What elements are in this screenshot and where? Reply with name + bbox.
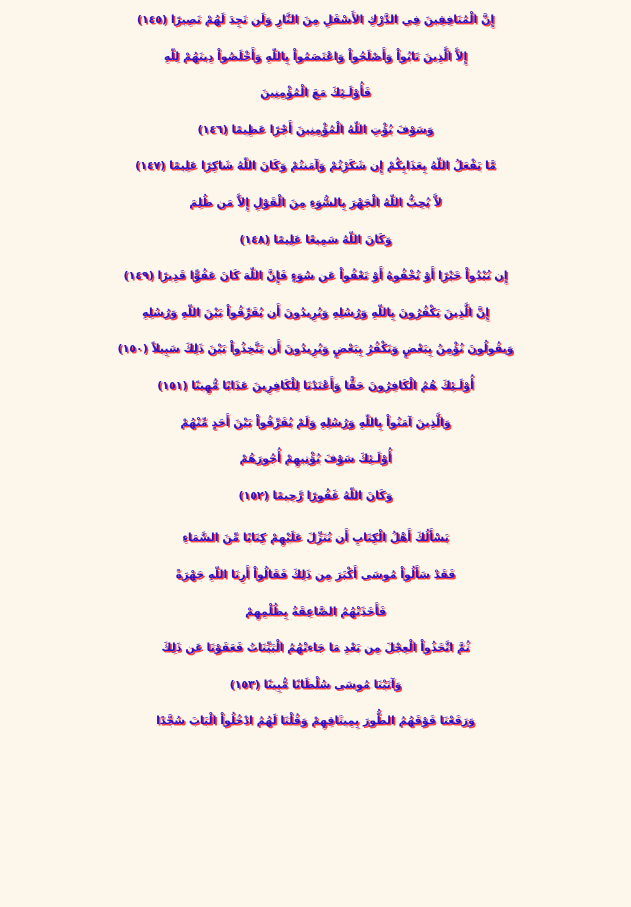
verse-line-11: أُوْلَـئِكَ هُمُ الْكَافِرُونَ حَقًّا وَأَعْتَدْنَا لِلْكَافِرِينَ عَذَابًا مُّهِينًا (١٥١) [157,378,474,392]
verse-line-12: وَالَّذِينَ آمَنُواْ بِاللّهِ وَرُسُلِهِ وَلَمْ يُفَرِّقُواْ بَيْنَ أَحَدٍ مِّنْهُمْ [180,415,451,429]
verse-line-18: ثُمَّ اتَّخَذُواْ الْعِجْلَ مِن بَعْدِ مَا جَاءتْهُمُ الْبَيِّنَاتُ فَعَفَوْنَا عَن ذَلِكَ [161,641,470,655]
verse-line-15: يَسْأَلُكَ أَهْلُ الْكِتَابِ أَن تُنَزِّلَ عَلَيْهِمْ كِتَابًا مِّنَ السَّمَاءِ [182,531,449,545]
verse-line-9: إِنَّ الَّذِينَ يَكْفُرُونَ بِاللّهِ وَرُسُلِهِ وَيُرِيدُونَ أَن يُفَرِّقُواْ بَيْنَ اللّهِ وَرُسُلِهِ [141,305,490,319]
verse-line-3: فَأُوْلَـئِكَ مَعَ الْمُؤْمِنِينَ [260,86,371,100]
verse-line-2: إِلاَّ الَّذِينَ تَابُواْ وَأَصْلَحُواْ وَاعْتَصَمُواْ بِاللّهِ وَأَخْلَصُواْ دِينَهُمْ لِلّهِ [163,49,468,63]
verse-line-13: أُوْلَـئِكَ سَوْفَ يُؤْتِيهِمْ أُجُورَهُمْ [239,452,392,466]
verse-line-5: مَّا يَفْعَلُ اللّهُ بِعَذَابِكُمْ إِن شَكَرْتُمْ وَآمَنتُمْ وَكَانَ اللّهُ شَاكِرًا عَلِيمًا (١٤٧) [135,159,496,173]
verse-line-6: لاَّ يُحِبُّ اللّهُ الْجَهْرَ بِالسُّوَءِ مِنَ الْقَوْلِ إِلاَّ مَن ظُلِمَ [189,195,442,209]
verse-line-4: وَسَوْفَ يُؤْتِ اللّهُ الْمُؤْمِنِينَ أَجْرًا عَظِيمًا (١٤٦) [197,122,434,136]
verse-line-16: فَقَدْ سَأَلُواْ مُوسَى أَكْبَرَ مِن ذَلِكَ فَقَالُواْ أَرِنَا اللّهِ جَهْرَةً [175,567,456,581]
verse-line-20: وَرَفَعْنَا فَوْقَهُمُ الطُّورَ بِمِيثَاقِهِمْ وَقُلْنَا لَهُمُ ادْخُلُواْ الْبَابَ سُجَّدًا [156,714,475,728]
verse-line-1: إِنَّ الْمُنَافِقِينَ فِي الدَّرْكِ الأَسْفَلِ مِنَ النَّارِ وَلَن تَجِدَ لَهُمْ نَصِيرًا (١٤٥) [136,13,495,26]
verse-line-10: وَيقُولُونَ نُؤْمِنُ بِبَعْضٍ وَنَكْفُرُ بِبَعْضٍ وَيُرِيدُونَ أَن يَتَّخِذُواْ بَيْنَ ذَلِكَ سَبِيلاً (١٥٠) [117,342,514,356]
verse-line-17: فَأَخَذَتْهُمُ الصَّاعِقَةُ بِظُلْمِهِمْ [245,604,386,618]
verse-line-7: وَكَانَ اللّهُ سَمِيعًا عَلِيمًا (١٤٨) [239,232,392,246]
verse-line-8: إِن تُبْدُواْ خَيْرًا أَوْ تُخْفُوهُ أَوْ تَعْفُواْ عَن سُوَءٍ فَإِنَّ اللّهَ كَانَ عَفُوًّا قَدِيرًا (١٤٩) [123,269,508,283]
verse-line-19: وَآتَيْنَا مُوسَى سُلْطَانًا مُّبِينًا (١٥٣) [229,677,402,691]
verse-line-14: وَكَانَ اللّهُ غَفُورًا رَّحِيمًا (١٥٢) [238,488,393,502]
